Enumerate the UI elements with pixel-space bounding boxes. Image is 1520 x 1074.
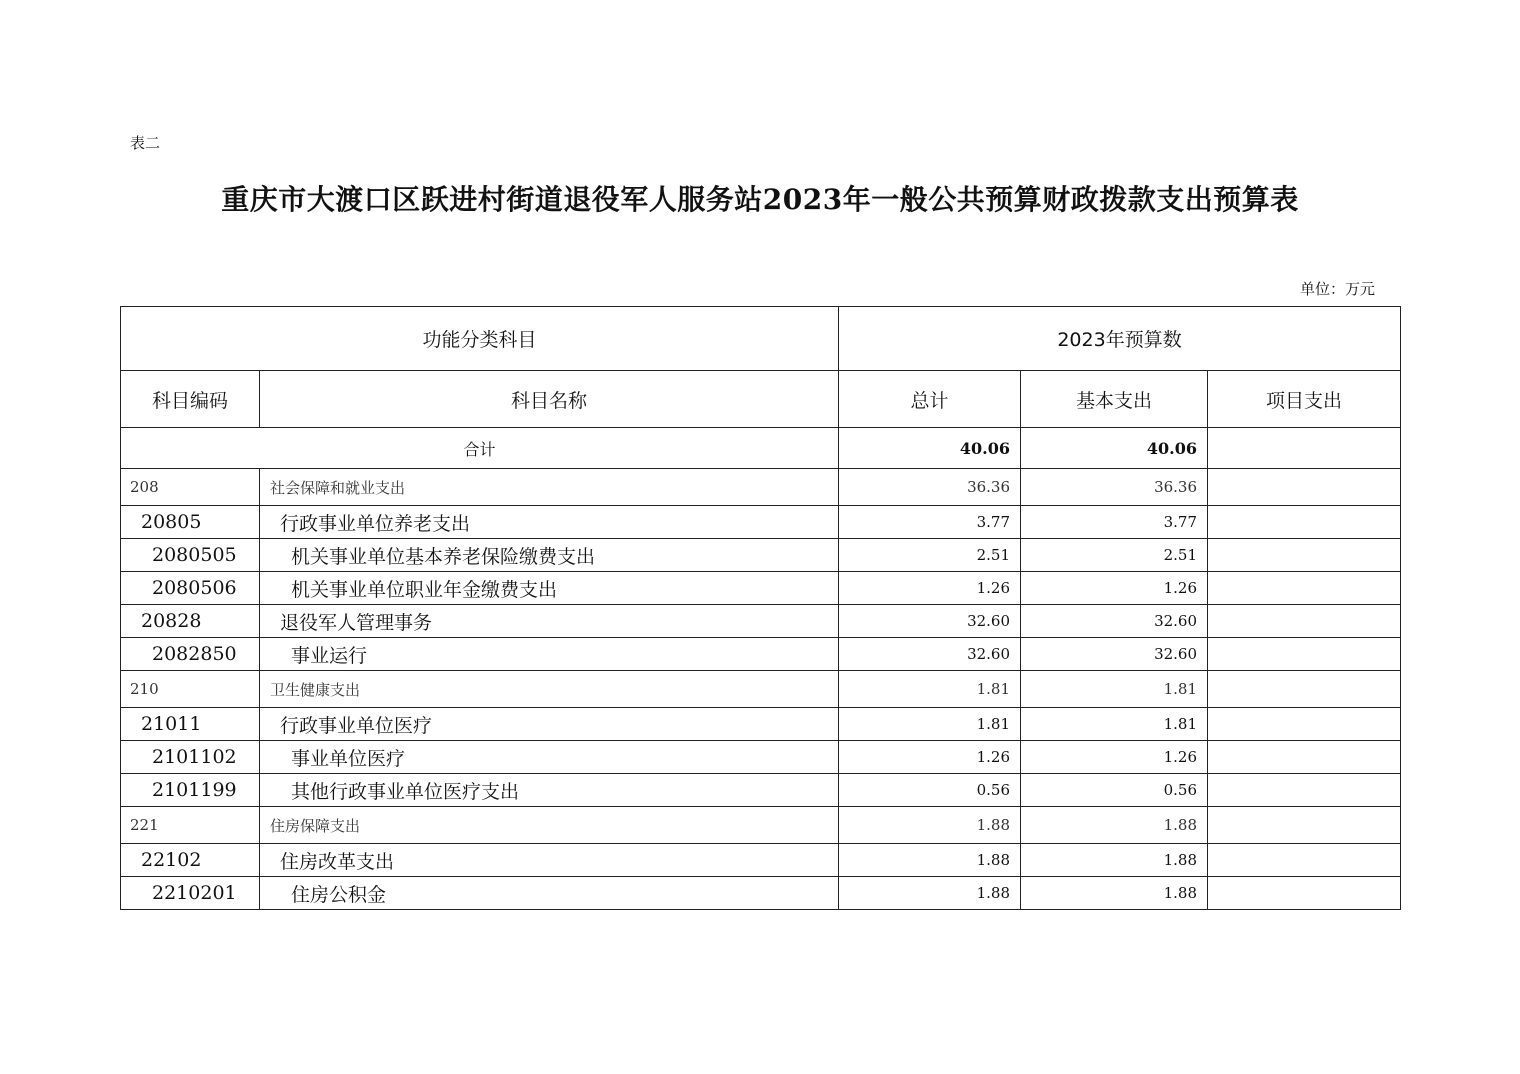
row-basic: 1.81	[1021, 671, 1208, 708]
row-code: 2101199	[121, 774, 260, 807]
table-row	[121, 877, 1401, 910]
row-code: 22102	[121, 844, 260, 877]
row-project	[1208, 572, 1401, 605]
row-code: 210	[121, 671, 260, 708]
table-row	[121, 844, 1401, 877]
header-basic: 基本支出	[1021, 371, 1208, 428]
total-row	[121, 428, 1401, 469]
header-project: 项目支出	[1208, 371, 1401, 428]
row-basic: 1.88	[1021, 844, 1208, 877]
row-total: 2.51	[839, 539, 1021, 572]
table-row	[121, 807, 1401, 844]
row-name: 住房保障支出	[260, 807, 839, 844]
row-basic: 2.51	[1021, 539, 1208, 572]
row-project	[1208, 671, 1401, 708]
row-basic: 1.81	[1021, 708, 1208, 741]
row-code: 20805	[121, 506, 260, 539]
row-project	[1208, 539, 1401, 572]
table-row	[121, 469, 1401, 506]
table-row	[121, 572, 1401, 605]
row-name: 社会保障和就业支出	[260, 469, 839, 506]
table-row	[121, 539, 1401, 572]
row-project	[1208, 844, 1401, 877]
row-name: 行政事业单位养老支出	[260, 506, 839, 539]
row-total: 3.77	[839, 506, 1021, 539]
row-project	[1208, 877, 1401, 910]
row-basic: 3.77	[1021, 506, 1208, 539]
table-row	[121, 638, 1401, 671]
row-project	[1208, 506, 1401, 539]
row-basic: 1.88	[1021, 877, 1208, 910]
row-code: 20828	[121, 605, 260, 638]
row-code: 21011	[121, 708, 260, 741]
row-total: 32.60	[839, 638, 1021, 671]
row-total: 1.88	[839, 877, 1021, 910]
row-total: 1.26	[839, 741, 1021, 774]
row-project	[1208, 741, 1401, 774]
row-code: 221	[121, 807, 260, 844]
row-name: 机关事业单位基本养老保险缴费支出	[260, 539, 839, 572]
row-total: 1.88	[839, 844, 1021, 877]
row-name: 事业运行	[260, 638, 839, 671]
row-code: 208	[121, 469, 260, 506]
table-row	[121, 605, 1401, 638]
row-basic: 1.88	[1021, 807, 1208, 844]
page-title: 重庆市大渡口区跃进村街道退役军人服务站2023年一般公共预算财政拨款支出预算表	[221, 183, 1299, 216]
row-project	[1208, 807, 1401, 844]
header-budget-2023: 2023年预算数	[839, 307, 1401, 371]
row-code: 2080506	[121, 572, 260, 605]
total-label: 合计	[121, 428, 839, 469]
row-name: 事业单位医疗	[260, 741, 839, 774]
row-basic: 1.26	[1021, 741, 1208, 774]
row-name: 行政事业单位医疗	[260, 708, 839, 741]
table-row	[121, 506, 1401, 539]
row-code: 2082850	[121, 638, 260, 671]
row-code: 2210201	[121, 877, 260, 910]
row-name: 其他行政事业单位医疗支出	[260, 774, 839, 807]
row-name: 机关事业单位职业年金缴费支出	[260, 572, 839, 605]
budget-table	[120, 306, 1401, 910]
unit-label: 单位：万元	[1300, 280, 1376, 298]
row-project	[1208, 605, 1401, 638]
row-basic: 0.56	[1021, 774, 1208, 807]
row-code: 2080505	[121, 539, 260, 572]
row-project	[1208, 638, 1401, 671]
row-project	[1208, 469, 1401, 506]
row-basic: 36.36	[1021, 469, 1208, 506]
row-name: 住房改革支出	[260, 844, 839, 877]
header-row-columns	[121, 371, 1401, 428]
row-name: 住房公积金	[260, 877, 839, 910]
header-name: 科目名称	[260, 371, 839, 428]
row-project	[1208, 774, 1401, 807]
header-code: 科目编码	[121, 371, 260, 428]
row-total: 0.56	[839, 774, 1021, 807]
table-label: 表二	[130, 134, 161, 152]
total-project	[1208, 428, 1401, 469]
table-row	[121, 671, 1401, 708]
row-total: 36.36	[839, 469, 1021, 506]
row-basic: 1.26	[1021, 572, 1208, 605]
row-total: 1.81	[839, 671, 1021, 708]
header-row-group	[121, 307, 1401, 371]
row-code: 2101102	[121, 741, 260, 774]
total-total: 40.06	[839, 428, 1021, 469]
row-basic: 32.60	[1021, 605, 1208, 638]
row-total: 32.60	[839, 605, 1021, 638]
row-basic: 32.60	[1021, 638, 1208, 671]
row-name: 退役军人管理事务	[260, 605, 839, 638]
total-basic: 40.06	[1021, 428, 1208, 469]
row-total: 1.26	[839, 572, 1021, 605]
header-total: 总计	[839, 371, 1021, 428]
row-name: 卫生健康支出	[260, 671, 839, 708]
row-total: 1.88	[839, 807, 1021, 844]
table-row	[121, 708, 1401, 741]
row-project	[1208, 708, 1401, 741]
header-functional-category: 功能分类科目	[121, 307, 839, 371]
row-total: 1.81	[839, 708, 1021, 741]
table-row	[121, 774, 1401, 807]
table-row	[121, 741, 1401, 774]
